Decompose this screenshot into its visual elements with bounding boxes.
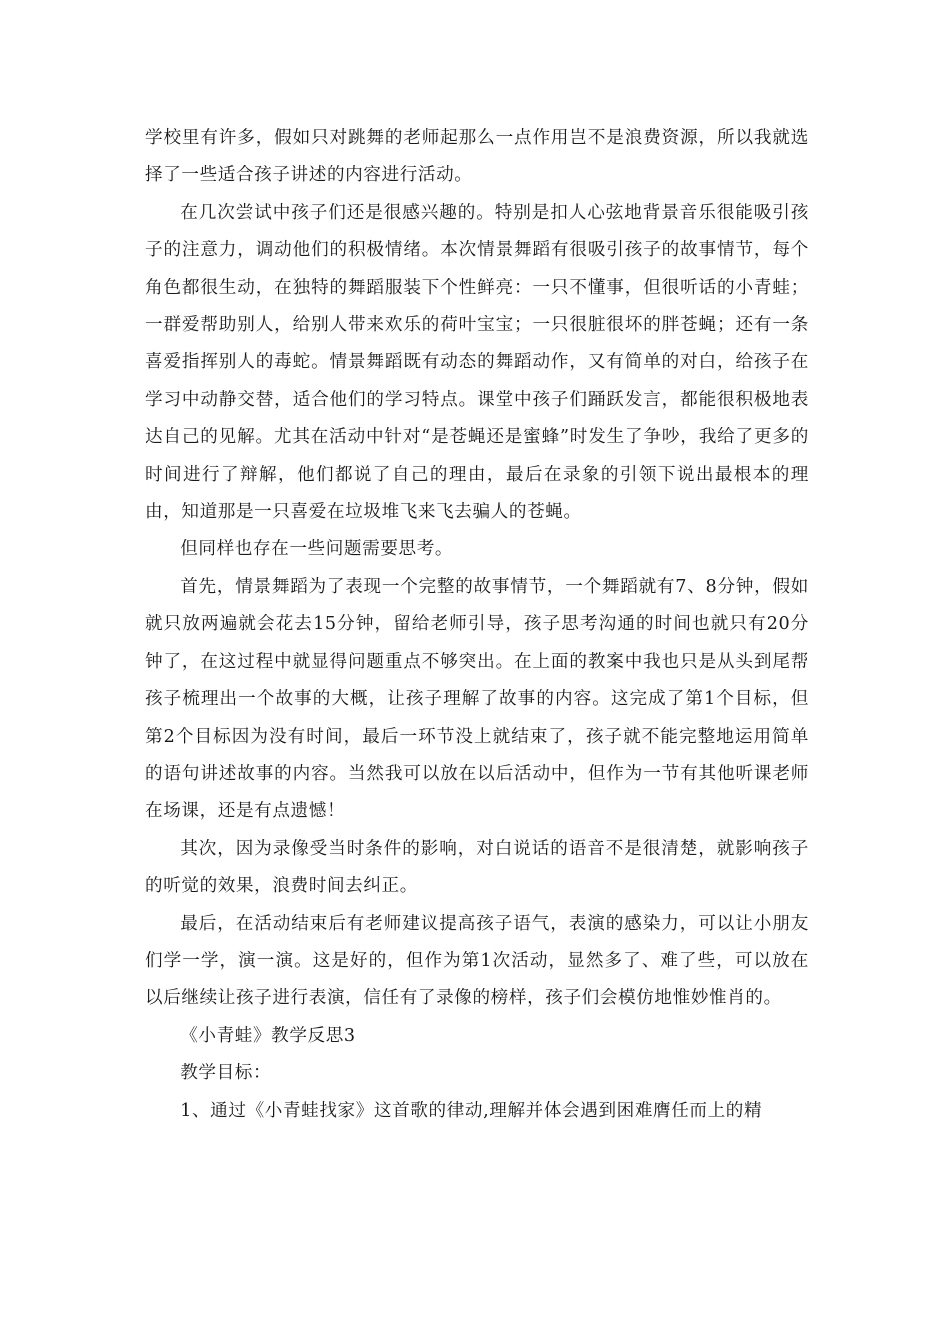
document-body <box>145 120 809 1130</box>
paragraph-last: 最后，在活动结束后有老师建议提高孩子语气，表演的感染力，可以让小朋友们学一学，演一演。这是好的，但作为第1次活动，显然多了、难了些，可以放在以后继续让孩子进行表演，信任有了录像的榜样，孩子们会模仿地惟妙惟肖的。 <box>145 913 809 1009</box>
paragraph-problems-intro: 但同样也存在一些问题需要思考。 <box>180 539 454 560</box>
paragraph-continuation: 学校里有许多，假如只对跳舞的老师起那么一点作用岂不是浪费资源，所以我就选择了一些适合孩子讲述的内容进行活动。 <box>145 128 809 186</box>
paragraph-first: 首先，情景舞蹈为了表现一个完整的故事情节，一个舞蹈就有7、8分钟，假如就只放两遍就会花去15分钟，留给老师引导，孩子思考沟通的时间也就只有20分钟了，在这过程中就显得问题重点不够突出。在上面的教案中我也只是从头到尾帮孩子梳理出一个故事的大概，让孩子理解了故事的内容。这完成了第1个目标，但第2个目标因为没有时间，最后一环节没上就结束了，孩子就不能完整地运用简单的语句讲述故事的内容。当然我可以放在以后活动中，但作为一节有其他听课老师在场课，还是有点遗憾！ <box>145 576 809 822</box>
paragraph-interest: 在几次尝试中孩子们还是很感兴趣的。特别是扣人心弦地背景音乐很能吸引孩子的注意力，调动他们的积极情绪。本次情景舞蹈有很吸引孩子的故事情节，每个角色都很生动，在独特的舞蹈服装下个性鲜亮：一只不懂事，但很听话的小青蛙；一群爱帮助别人，给别人带来欢乐的荷叶宝宝；一只很脏很坏的胖苍蝇；还有一条喜爱指挥别人的毒蛇。情景舞蹈既有动态的舞蹈动作，又有简单的对白，给孩子在学习中动静交替，适合他们的学习特点。课堂中孩子们踊跃发言，都能很积极地表达自己的见解。尤其在活动中针对“是苍蝇还是蜜蜂”时发生了争吵，我给了更多的时间进行了辩解，他们都说了自己的理由，最后在录象的引领下说出最根本的理由，知道那是一只喜爱在垃圾堆飞来飞去骗人的苍蝇。 <box>145 202 809 523</box>
section-heading: 《小青蛙》教学反思3 <box>180 1025 356 1046</box>
paragraph-second: 其次，因为录像受当时条件的影响，对白说话的语音不是很清楚，就影响孩子的听觉的效果，浪费时间去纠正。 <box>145 838 809 897</box>
teaching-goals-label: 教学目标： <box>180 1063 272 1084</box>
teaching-goal-item: 1、通过《小青蛙找家》这首歌的律动,理解并体会遇到困难膺任而上的精 <box>180 1100 763 1121</box>
